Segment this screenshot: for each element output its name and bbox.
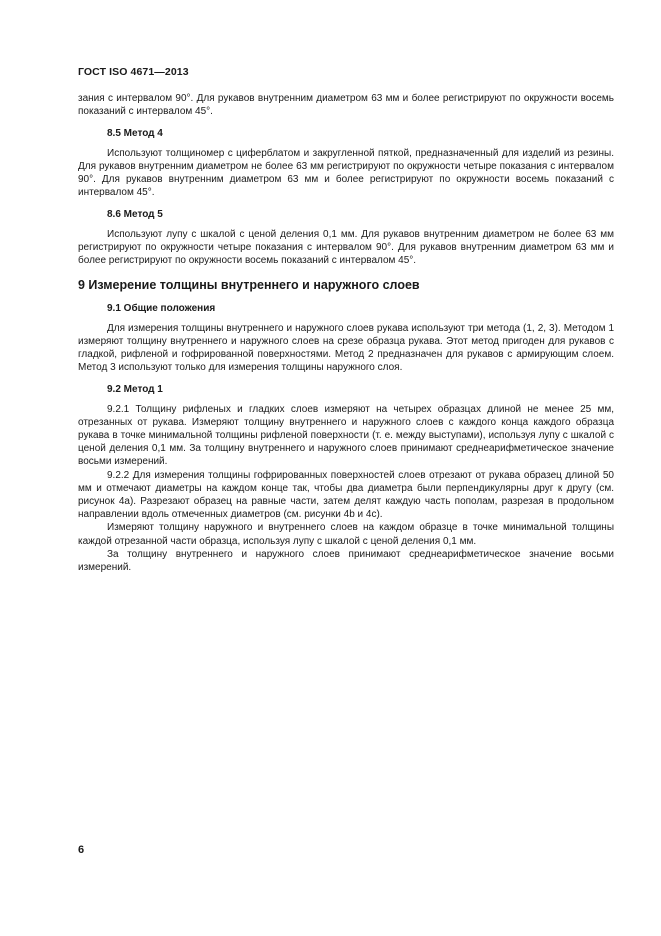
section-heading-9: 9 Измерение толщины внутреннего и наружного слоев [78,278,420,293]
subsection-heading-8-5: 8.5 Метод 4 [107,128,163,140]
subsection-heading-9-2: 9.2 Метод 1 [107,384,163,396]
paragraph-continuation: зания с интервалом 90°. Для рукавов внутренним диаметром 63 мм и более регистрируют по окружности восемь показаний с интервалом 45°. [78,93,614,118]
document-header: ГОСТ ISO 4671—2013 [78,66,189,78]
subsection-heading-8-6: 8.6 Метод 5 [107,209,163,221]
paragraph-9-2-2-result: За толщину внутреннего и наружного слоев принимают среднеарифметическое значение восьми измерений. [78,548,614,574]
paragraph-9-2-2: 9.2.2 Для измерения толщины гофрированных поверхностей слоев отрезают от рукава образец длиной 50 мм и отмечают диаметры на каждом конце так, чтобы два диаметра были перпендикулярны друг к другу (см. рисунок 4a). Разрезают образец на равные части, затем делят каждую часть пополам, разрезая в продольном направлении вдоль отмеченных диаметров (см. рисунки 4b и 4c). [78,469,614,521]
paragraph-9-2-2-measure: Измеряют толщину наружного и внутреннего слоев на каждом образце в точке минимальной толщины каждой отрезанной части образца, используя лупу с шкалой с ценой деления 0,1 мм. [78,522,614,547]
paragraph-8-6: Используют лупу с шкалой с ценой деления 0,1 мм. Для рукавов внутренним диаметром не более 63 мм регистрируют по окружности четыре показания с интервалом 90°. Для рукавов внутренним диаметром 63 мм и более регистрируют по окружности восемь показаний с интервалом 45°. [78,228,614,267]
paragraph-9-2-1: 9.2.1 Толщину рифленых и гладких слоев измеряют на четырех образцах длиной не менее 25 мм, отрезанных от рукава. Измеряют толщину внутреннего и наружного слоев с каждого конца каждого образца рукава в точке минимальной толщины рифленой поверхности (т. е. между выступами), используя лупу с шкалой с ценой деления 0,1 мм. За толщину внутреннего и наружного слоев принимают среднеарифметическое значение восьми измерений. [78,403,614,468]
document-body [78,92,614,574]
subsection-heading-9-1: 9.1 Общие положения [107,303,216,315]
paragraph-9-1: Для измерения толщины внутреннего и наружного слоев рукава используют три метода (1, 2, 3). Методом 1 измеряют толщину внутреннего и наружного слоев на срезе образца рукава. Этот метод пригоден для рукавов с гладкой, рифленой и гофрированной поверхностями. Метод 2 предназначен для рукавов с армирующим слоем. Метод 3 используют только для измерения толщины наружного слоя. [78,322,614,374]
paragraph-8-5: Используют толщиномер с циферблатом и закругленной пяткой, предназначенный для изделий из резины. Для рукавов внутренним диаметром не более 63 мм регистрируют по окружности четыре показания с интервалом 90°. Для рукавов внутренним диаметром 63 мм и более регистрируют по окружности восемь показаний с интервалом 45°. [78,147,614,199]
page-number: 6 [78,844,85,856]
